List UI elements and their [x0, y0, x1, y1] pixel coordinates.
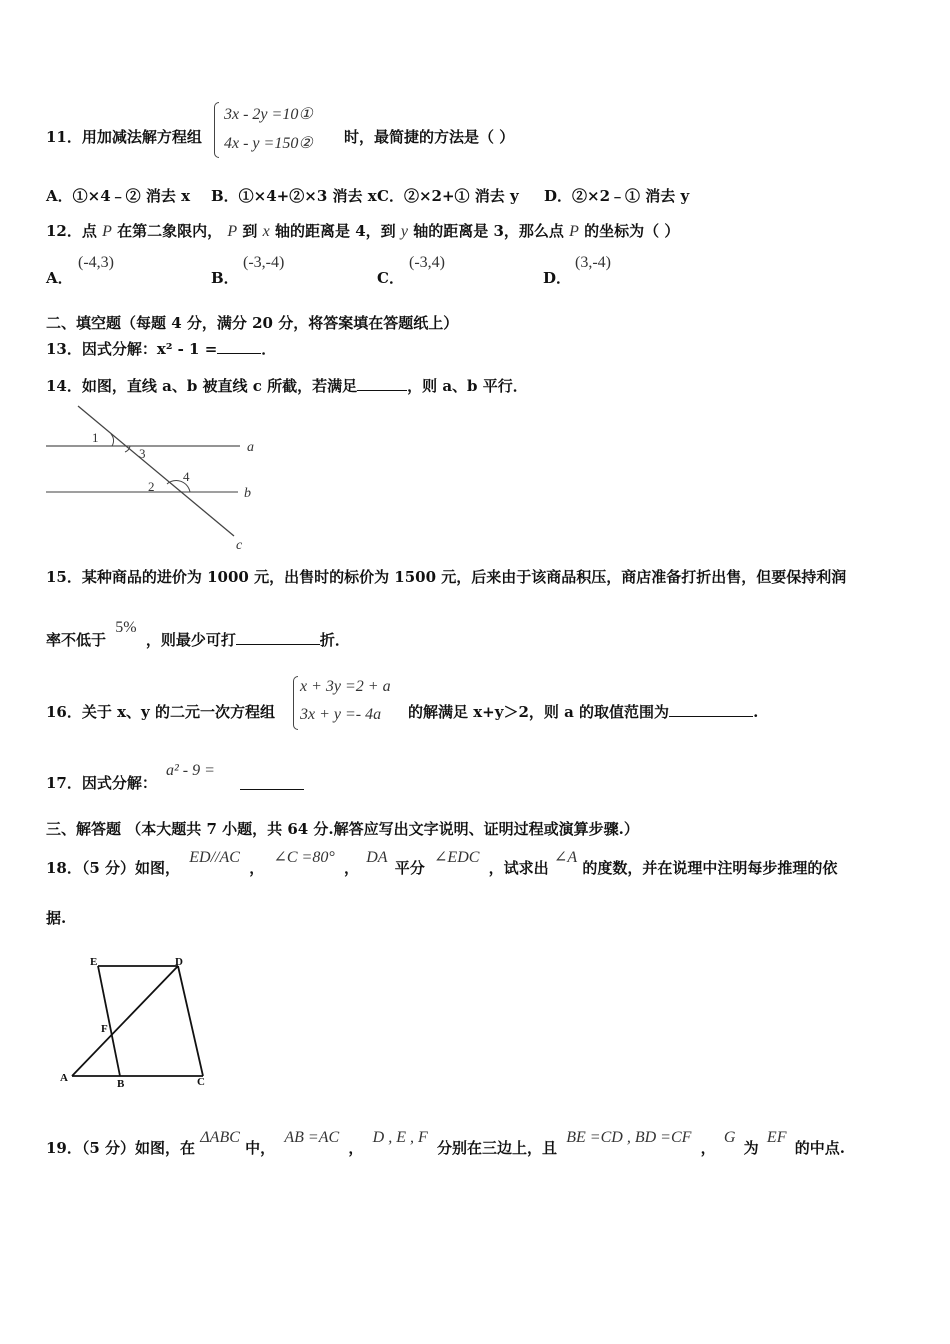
q19-t1: 19．（5 分）如图，在	[46, 1139, 196, 1157]
q13-expr: x² - 1 =	[156, 340, 218, 358]
fig14-label-2: 2	[148, 479, 155, 494]
q14-answer-blank[interactable]	[357, 376, 407, 391]
q12-option-a-letter: A．	[46, 269, 73, 287]
fig18-label-E: E	[90, 956, 98, 968]
q15-line2	[46, 619, 350, 651]
q18-t3: ，	[343, 859, 359, 877]
q11-brace	[214, 102, 219, 158]
q18-t6: 的度数，并在说理中注明每步推理的依	[582, 859, 838, 877]
q17-prefix: 17．因式分解：	[46, 774, 157, 792]
q17-answer-blank[interactable]	[240, 775, 304, 790]
segment-EB	[98, 966, 120, 1076]
q17-expr: a² - 9 =	[166, 762, 215, 779]
q16-brace	[293, 676, 298, 730]
fig14-label-3: 3	[139, 446, 146, 461]
q19-t3: ，	[348, 1139, 364, 1157]
q12-option-d-letter: D．	[543, 269, 572, 287]
q12-option-c-value: (-3,4)	[409, 254, 445, 271]
segment-DC	[178, 966, 203, 1076]
q11-option-b: B．①×4+②×3 消去 x	[211, 187, 377, 205]
q12-var-y: y	[400, 223, 408, 240]
q12-var-x: x	[262, 223, 270, 240]
q15-line1: 15．某种商品的进价为 1000 元，出售时的标价为 1500 元，后来由于该商品积压，商店准备打折出售，但要保持利润	[46, 568, 847, 586]
q13	[46, 339, 276, 359]
fig14-label-c: c	[236, 538, 243, 553]
q11-eq2: 4x - y =150②	[224, 135, 313, 152]
q11-option-a: A．①×4﹣② 消去 x	[46, 187, 191, 205]
q12-part-0: 12．点	[46, 222, 97, 240]
q19-m4: BE =CD , BD =CF	[566, 1129, 692, 1146]
q15-text-a: 率不低于	[46, 631, 107, 649]
q14-suffix: ，则 a、b 平行．	[407, 377, 528, 395]
q15-answer-blank[interactable]	[236, 630, 320, 645]
q12-part-2: 在第二象限内，	[117, 222, 223, 240]
q15-percent: 5%	[115, 619, 137, 636]
q12-option-a-value: (-4,3)	[78, 254, 114, 271]
q11-option-d: D．②×2﹣① 消去 y	[544, 187, 690, 205]
figure-parallel-lines	[40, 400, 280, 555]
q13-answer-blank[interactable]	[217, 339, 261, 354]
q13-prefix: 13．因式分解：	[46, 340, 157, 358]
q14-text: 14．如图，直线 a、b 被直线 c 所截，若满足	[46, 377, 358, 395]
q16-end: .	[753, 703, 759, 721]
q18-m1: ED//AC	[189, 849, 240, 866]
q11-option-c: C．②×2+① 消去 y	[377, 187, 519, 205]
q19-m3: D , E , F	[372, 1129, 428, 1146]
q14	[46, 376, 528, 396]
q11-suffix: 时，最简捷的方法是（ ）	[344, 128, 515, 146]
q16-eq2: 3x + y =- 4a	[300, 706, 382, 723]
q18-line1	[46, 849, 838, 879]
q16-suffix: 的解满足 x+y＞2，则 a 的取值范围为	[408, 703, 670, 721]
fig18-label-C: C	[197, 1076, 205, 1088]
q16-prefix: 16．关于 x、y 的二元一次方程组	[46, 703, 275, 721]
q18-m5: ∠A	[553, 849, 578, 866]
q19-t2: 中，	[245, 1139, 276, 1157]
q19-t5: ，	[700, 1139, 716, 1157]
q19-t7: 的中点.	[794, 1139, 845, 1157]
q19-line	[46, 1129, 845, 1159]
q19-m6: EF	[766, 1129, 787, 1146]
q12-part-10: 的坐标为（ ）	[584, 222, 680, 240]
q12-var-p1: P	[102, 223, 112, 240]
fig14-label-b: b	[244, 486, 251, 501]
q18-m2: ∠C =80°	[273, 849, 335, 866]
q19-t6: 为	[743, 1139, 759, 1157]
q12-var-p3: P	[569, 223, 579, 240]
segment-AD	[72, 966, 178, 1076]
q18-m4: ∠EDC	[434, 849, 480, 866]
section-3-heading: 三、解答题 （本大题共 7 小题，共 64 分.解答应写出文字说明、证明过程或演算步骤.）	[46, 820, 639, 838]
q12-option-b-letter: B．	[211, 269, 239, 287]
fig14-label-4: 4	[183, 469, 190, 484]
fig18-label-D: D	[175, 956, 183, 968]
fig18-label-B: B	[117, 1078, 125, 1090]
q12-option-c-letter: C．	[377, 269, 404, 287]
q11-prefix: 11．用加减法解方程组	[46, 128, 202, 146]
q12-option-b-value: (-3,-4)	[243, 254, 285, 271]
q18-t4: 平分	[394, 859, 425, 877]
q19-m5: G	[723, 1129, 736, 1146]
q19-m2: AB =AC	[284, 1129, 340, 1146]
section-2-heading: 二、填空题（每题 4 分，满分 20 分，将答案填在答题纸上）	[46, 314, 459, 332]
line-c	[78, 406, 234, 536]
q12-option-d-value: (3,-4)	[575, 254, 611, 271]
q12-text	[46, 221, 679, 242]
q15-text-b: ，则最少可打	[145, 631, 236, 649]
q19-m1: ΔABC	[200, 1129, 240, 1146]
figure-trapezoid	[58, 952, 218, 1092]
q16-suffix-line	[408, 702, 758, 722]
q15-text-c: 折．	[319, 631, 350, 649]
q12-part-8: 轴的距离是 3，那么点	[413, 222, 564, 240]
fig14-label-1: 1	[92, 430, 99, 445]
q16-eq1: x + 3y =2 + a	[300, 678, 391, 695]
q12-part-4: 到	[242, 222, 258, 240]
q16-answer-blank[interactable]	[669, 702, 753, 717]
q12-part-6: 轴的距离是 4，到	[274, 222, 396, 240]
fig18-label-A: A	[60, 1072, 68, 1084]
q13-suffix: ．	[261, 340, 277, 358]
q19-t4: 分别在三边上，且	[437, 1139, 558, 1157]
q18-m3: DA	[366, 849, 388, 866]
q18-t5: ，试求出	[488, 859, 549, 877]
q11-eq1: 3x - 2y =10①	[224, 106, 313, 123]
fig14-label-a: a	[247, 440, 254, 455]
fig18-label-F: F	[101, 1023, 108, 1035]
q18-t2: ，	[249, 859, 265, 877]
q12-var-p2: P	[227, 223, 238, 240]
q18-line2: 据.	[46, 909, 67, 927]
q18-t1: 18．（5 分）如图，	[46, 859, 181, 877]
